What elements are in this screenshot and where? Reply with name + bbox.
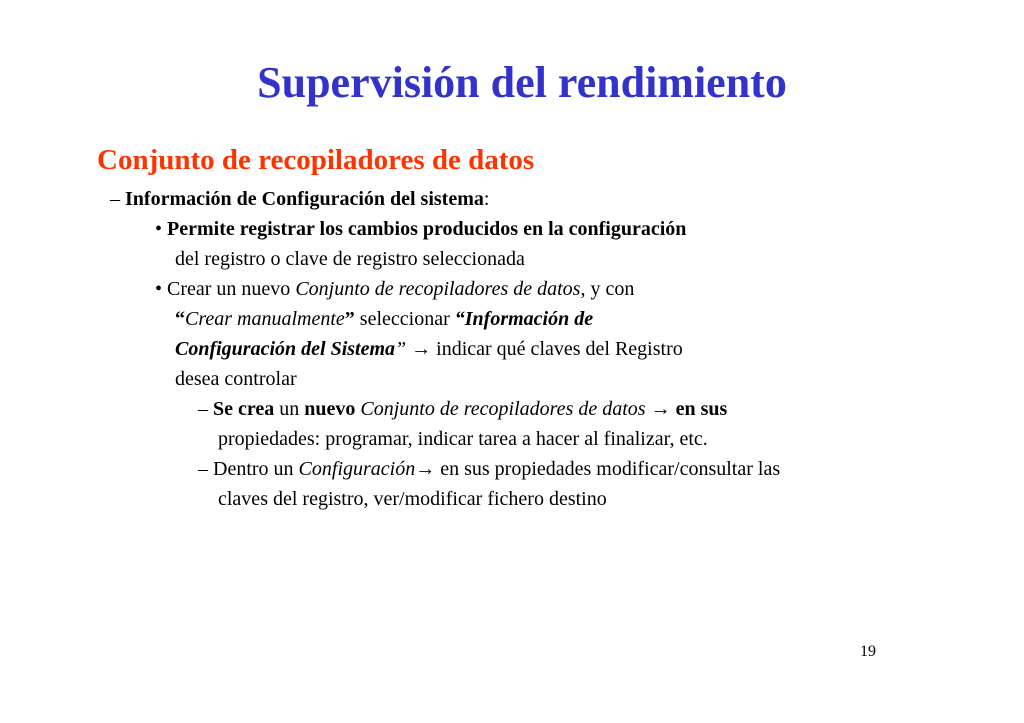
indicar-claves-text: → indicar qué claves del Registro [411, 338, 683, 360]
configuracion-sistema-text: Configuración del Sistema [175, 338, 396, 360]
bullet-2-italic-text: Conjunto de recopiladores de datos [295, 278, 581, 300]
sub-item-1 [198, 396, 727, 422]
section-heading: Conjunto de recopiladores de datos [97, 144, 535, 176]
sub-item-1-continuation: propiedades: programar, indicar tarea a hacer al finalizar, etc. [218, 428, 708, 450]
informacion-de-text: “Información de [454, 308, 594, 330]
nuevo-text: nuevo [304, 398, 356, 420]
sub-item-2-continuation: claves del registro, ver/modificar fichero destino [218, 488, 607, 510]
bullet-2-text-a: Crear un nuevo [167, 278, 291, 300]
open-quote: “ [175, 308, 185, 330]
subheading-line [110, 186, 489, 212]
crear-manualmente-text: Crear manualmente [185, 308, 345, 330]
slide-title: Supervisión del rendimiento [257, 58, 787, 107]
bullet-2-text-b: , y con [580, 278, 635, 300]
en-sus-text: en sus [675, 398, 728, 420]
bullet-1-continuation: del registro o clave de registro seleccionada [175, 248, 525, 270]
seleccionar-text: seleccionar [359, 308, 450, 330]
se-crea-text: Se crea [213, 398, 275, 420]
bullet-line-2 [155, 276, 634, 302]
un-text: un [279, 398, 300, 420]
page-number: 19 [860, 643, 876, 660]
bullet-line-1 [155, 216, 686, 242]
sub-item-2-text-a: – Dentro un [198, 458, 294, 480]
subheading-colon: : [483, 188, 490, 210]
bullet-2-line-4: desea controlar [175, 368, 297, 390]
subheading-bold-text: Información de Configuración del sistema [125, 188, 484, 210]
bullet-marker: • [155, 218, 163, 240]
sub-item-2 [198, 456, 780, 482]
bullet-2-line-2 [175, 306, 593, 332]
close-quote: ” [344, 308, 355, 330]
sub-item-2-text-b: → en sus propiedades modificar/consultar las [415, 458, 781, 480]
conjunto-italic-text: Conjunto de recopiladores de datos [360, 398, 646, 420]
dash-bullet: – [110, 188, 120, 210]
arrow-glyph: → [650, 398, 671, 420]
close-quote-italic: ” [395, 338, 407, 360]
sub-dash: – [198, 398, 208, 420]
bullet-1-bold-text: Permite registrar los cambios producidos en la configuración [167, 218, 687, 240]
bullet-marker: • [155, 278, 163, 300]
bullet-2-line-3 [175, 336, 683, 362]
configuracion-italic-text: Configuración [298, 458, 416, 480]
